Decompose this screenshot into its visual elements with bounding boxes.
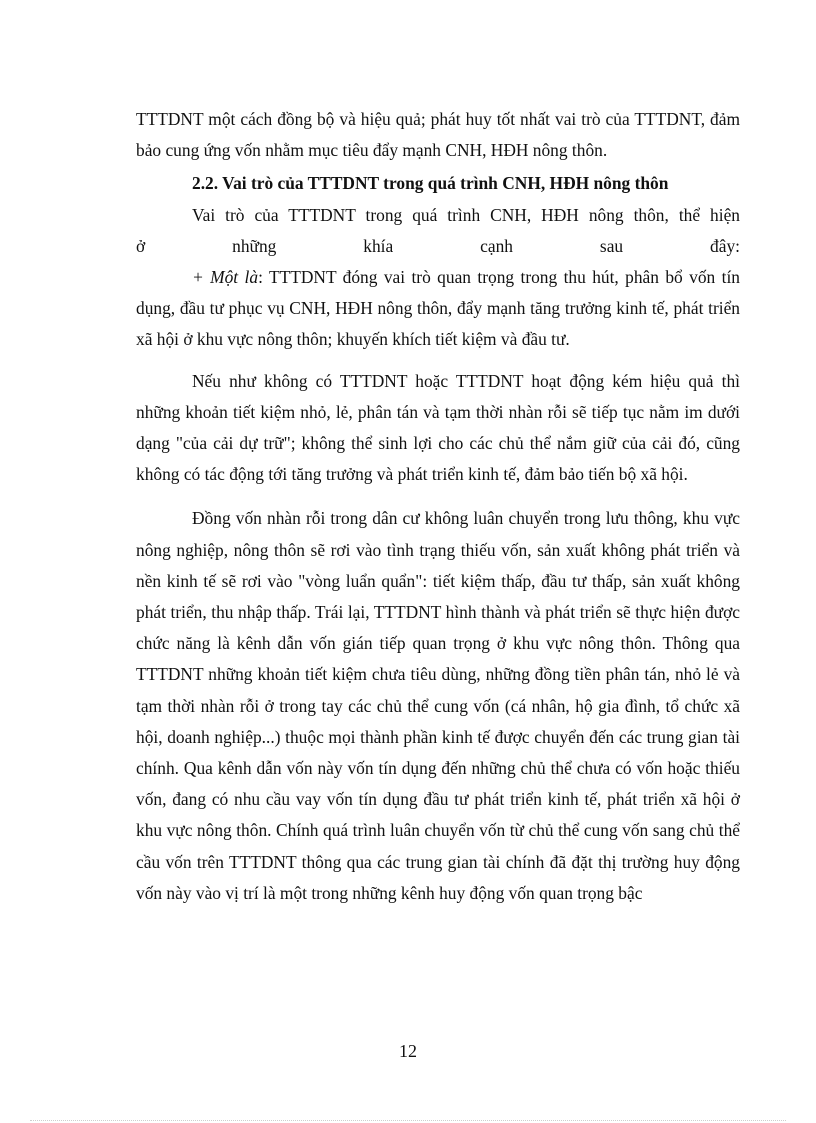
paragraph-capital-flow: Đồng vốn nhàn rỗi trong dân cư không luân chuyển trong lưu thông, khu vực nông nghiệp, nông thôn sẽ rơi vào tình trạng thiếu vốn, sản xuất không phát triển và nền kinh tế sẽ rơi vào "vòng luẩn quẩn": tiết kiệm thấp, đầu tư thấp, sản xuất không phát triển, thu nhập thấp. Trái lại, TTTDNT hình thành và phát triển sẽ thực hiện được chức năng là kênh dẫn vốn gián tiếp quan trọng ở khu vực nông thôn. Thông qua TTTDNT những khoản tiết kiệm chưa tiêu dùng, những đồng tiền phân tán, nhỏ lẻ và tạm thời nhàn rỗi ở trong tay các chủ thể cung vốn (cá nhân, hộ gia đình, tổ chức xã hội, doanh nghiệp...) thuộc mọi thành phần kinh tế được chuyển đến các trung gian tài chính. Qua kênh dẫn vốn này vốn tín dụng đến những chủ thể chưa có vốn hoặc thiếu vốn, đang có nhu cầu vay vốn tín dụng đầu tư phát triển kinh tế, phát triển xã hội ở khu vực nông thôn. Chính quá trình luân chuyển vốn từ chủ thể cung vốn sang chủ thể cầu vốn trên TTTDNT thông qua các trung gian tài chính đã đặt thị trường huy động vốn này vào vị trí là một trong những kênh huy động vốn quan trọng bậc [136,508,740,903]
paragraph-intro-line-1: Vai trò của TTTDNT trong quá trình CNH, HĐH nông thôn, thể hiện [192,204,740,225]
paragraph-explanation: Nếu như không có TTTDNT hoặc TTTDNT hoạt động kém hiệu quả thì những khoản tiết kiệm nhỏ, lẻ, phân tán và tạm thời nhàn rỗi sẽ tiếp tục nằm im dưới dạng "của cải dự trữ"; không thể sinh lợi cho các chủ thể nắm giữ của cải đó, cũng không có tác động tới tăng trưởng và phát triển kinh tế, đảm bảo tiến bộ xã hội. [136,370,740,485]
page-bottom-divider [30,1120,786,1121]
paragraph-continuation: TTTDNT một cách đồng bộ và hiệu quả; phát huy tốt nhất vai trò của TTTDNT, đảm bảo cung ứng vốn nhằm mục tiêu đẩy mạnh CNH, HĐH nông thôn. [136,109,740,161]
point-one-label: + Một là [192,267,259,288]
page-number: 12 [399,1041,417,1061]
paragraph-point-one [136,262,740,356]
point-one-text: : TTTDNT đóng vai trò quan trọng trong thu hút, phân bổ vốn tín dụng, đầu tư phục vụ CNH, HĐH nông thôn, đẩy mạnh tăng trưởng kinh tế, phát triển xã hội ở khu vực nông thôn; khuyến khích tiết kiệm và đầu tư. [136,267,740,350]
paragraph-intro-line-2: ở những khía cạnh sau đây: [136,235,740,256]
page-body [136,104,740,909]
section-heading: 2.2. Vai trò của TTTDNT trong quá trình CNH, HĐH nông thôn [192,173,669,194]
